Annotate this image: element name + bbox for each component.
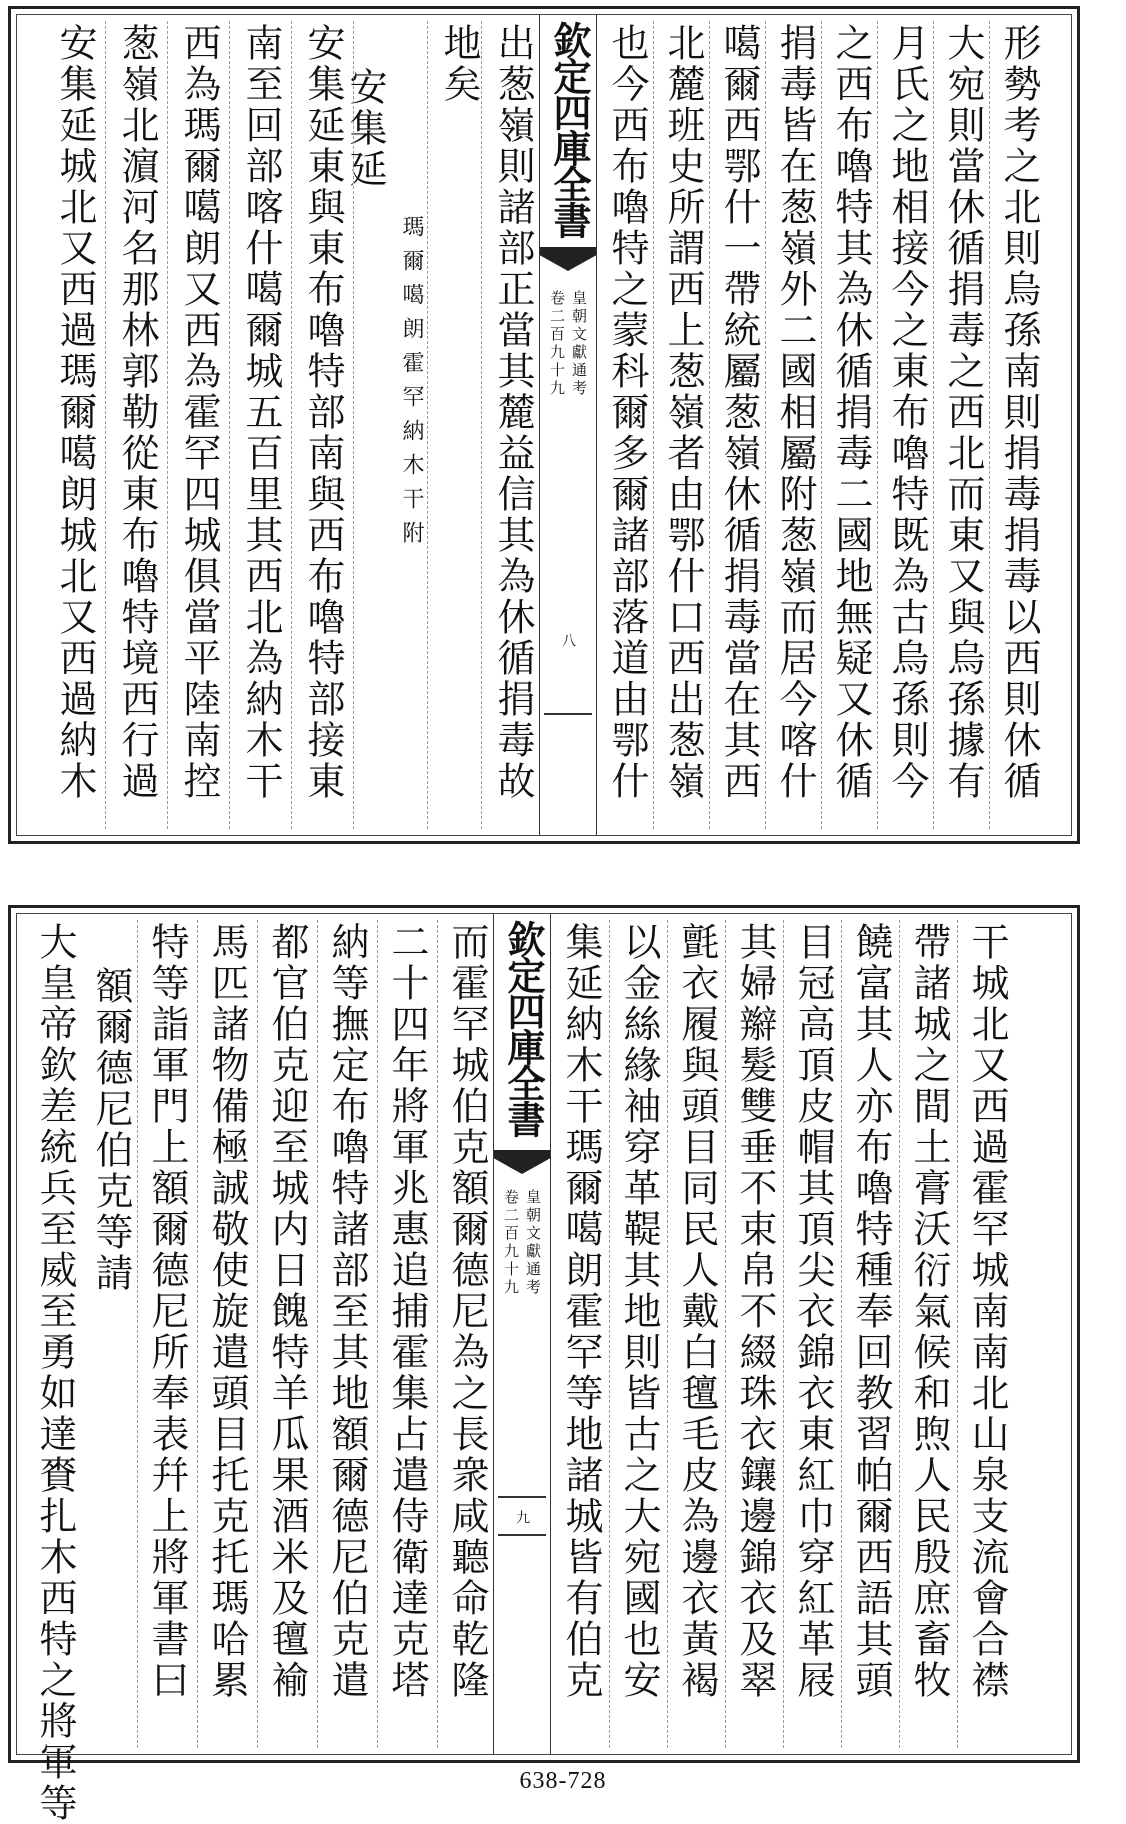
fish-tail-ornament (494, 1150, 550, 1174)
column-rule (667, 920, 668, 1748)
text-column: 出葱嶺則諸部正當其麓益信其為休循捐毒故 (491, 23, 535, 802)
side-note: 瑪爾噶朗霍罕納木干附 (399, 215, 424, 555)
column-rule (653, 21, 654, 829)
volume-label: 卷二百九十九 (502, 1189, 520, 1297)
text-column: 特等詣軍門上額爾德尼所奉表幷上將軍書曰 (145, 922, 189, 1701)
text-column: 噶爾西鄂什一帶統屬葱嶺休循捐毒當在其西 (717, 23, 761, 802)
strip-rule (498, 1534, 546, 1536)
text-column: 目冠高頂皮帽其頂尖衣錦衣東紅巾穿紅革屐 (791, 922, 835, 1701)
column-rule (933, 21, 934, 829)
column-rule (709, 21, 710, 829)
book-title: 欽定四庫全書 (501, 920, 546, 1136)
text-column: 額爾德尼伯克等請 (89, 966, 133, 1294)
text-column: 安集延東與東布嚕特部南與西布嚕特部接東 (301, 23, 345, 802)
text-column: 集延納木干瑪爾噶朗霍罕等地諸城皆有伯克 (559, 922, 603, 1701)
column-rule (765, 21, 766, 829)
text-column: 馬匹諸物備極誠敬使旋遣頭目托克托瑪哈累 (205, 922, 249, 1701)
column-rule (437, 920, 438, 1748)
section-heading: 安集延 (343, 67, 387, 190)
column-rule (197, 920, 198, 1748)
text-column: 捐毒皆在葱嶺外二國相屬附葱嶺而居今喀什 (773, 23, 817, 802)
book-subtitle: 皇朝文獻通考 (570, 290, 588, 398)
center-strip (539, 15, 597, 835)
strip-rule (498, 1496, 546, 1498)
scan-page-reference: 638-728 (519, 1768, 607, 1794)
top-page-frame (16, 14, 1072, 836)
text-column: 二十四年將軍兆惠追捕霍集占遣侍衛達克塔 (385, 922, 429, 1701)
column-rule (105, 21, 106, 829)
text-column: 地矣 (437, 23, 481, 105)
column-rule (821, 21, 822, 829)
text-column: 納等撫定布嚕特諸部至其地額爾德尼伯克遣 (325, 922, 369, 1701)
strip-rule (544, 713, 592, 715)
column-rule (989, 21, 990, 829)
column-rule (877, 21, 878, 829)
text-column: 北麓班史所謂西上葱嶺者由鄂什口西出葱嶺 (661, 23, 705, 802)
text-column: 南至回部喀什噶爾城五百里其西北為納木干 (239, 23, 283, 802)
column-rule (317, 920, 318, 1748)
book-subtitle: 皇朝文獻通考 (524, 1189, 542, 1297)
column-rule (229, 21, 230, 829)
column-rule (841, 920, 842, 1748)
text-column: 西為瑪爾噶朗又西為霍罕四城俱當平陸南控 (177, 23, 221, 802)
text-column: 而霍罕城伯克額爾德尼為之長衆咸聽命乾隆 (445, 922, 489, 1701)
column-rule (899, 920, 900, 1748)
column-rule (353, 21, 354, 829)
column-rule (427, 21, 428, 829)
text-column: 月氏之地相接今之東布嚕特既為古烏孫則今 (885, 23, 929, 802)
text-column: 氈衣履與頭目同民人戴白氊毛皮為邊衣黃褐 (675, 922, 719, 1701)
center-strip (493, 914, 551, 1754)
text-column: 大宛則當休循捐毒之西北而東又與烏孫據有 (941, 23, 985, 802)
fish-tail-ornament (540, 247, 596, 271)
text-column: 以金絲緣袖穿革鞮其地則皆古之大宛國也安 (617, 922, 661, 1701)
text-column: 饒富其人亦布嚕特種奉回教習帕爾西語其頭 (849, 922, 893, 1701)
text-column: 之西布嚕特其為休循捐毒二國地無疑又休循 (829, 23, 873, 802)
column-rule (257, 920, 258, 1748)
top-page (8, 6, 1080, 844)
column-rule (725, 920, 726, 1748)
column-rule (783, 920, 784, 1748)
page-number: 八 (560, 633, 576, 647)
column-rule (377, 920, 378, 1748)
text-column: 形勢考之北則烏孫南則捐毒捐毒以西則休循 (997, 23, 1041, 802)
book-title: 欽定四庫全書 (547, 21, 592, 237)
text-column: 也今西布嚕特之蒙科爾多爾諸部落道由鄂什 (605, 23, 649, 802)
column-rule (291, 21, 292, 829)
column-rule (167, 21, 168, 829)
text-column: 帶諸城之間土膏沃衍氣候和煦人民殷庶畜牧 (907, 922, 951, 1701)
volume-label: 卷二百九十九 (548, 290, 566, 398)
text-column: 安集延城北又西過瑪爾噶朗城北又西過納木 (53, 23, 97, 802)
page-number: 九 (514, 1510, 530, 1524)
text-column: 干城北又西過霍罕城南南北山泉支流會合襟 (965, 922, 1009, 1701)
column-rule (481, 21, 482, 829)
text-column: 葱嶺北濵河名那林郭勒從東布嚕特境西行過 (115, 23, 159, 802)
column-rule (137, 920, 138, 1748)
column-rule (609, 920, 610, 1748)
column-rule (957, 920, 958, 1748)
text-column: 都官伯克迎至城内日餽特羊瓜果酒米及氊褕 (265, 922, 309, 1701)
text-column: 其婦辮髮雙垂不束帛不綴珠衣鑲邊錦衣及翠 (733, 922, 777, 1701)
text-column: 大皇帝欽差統兵至威至勇如達賚扎木西特之將軍等 (33, 922, 77, 1824)
